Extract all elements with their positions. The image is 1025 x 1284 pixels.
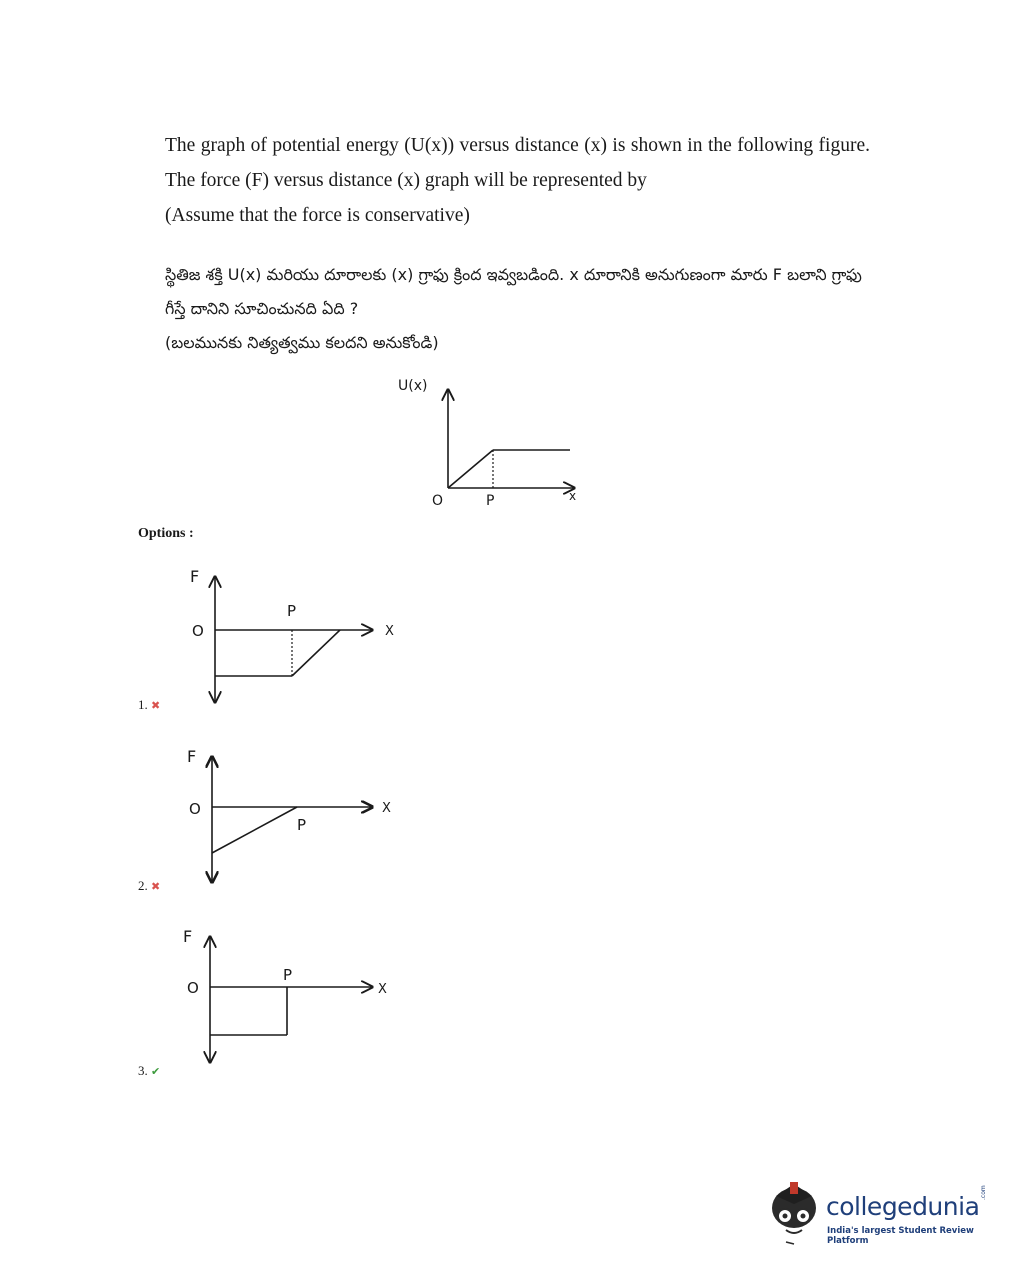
ux-rising-segment: [448, 450, 493, 488]
option-1-point-label: P: [287, 602, 297, 620]
option-3-point-label: P: [283, 966, 293, 984]
option-2-point-label: P: [297, 816, 307, 834]
option-2-x-label: X: [382, 801, 391, 816]
option-1-wrong-icon: ✖: [151, 699, 161, 712]
option-1-origin-label: O: [192, 622, 204, 640]
option-1-rising-segment: [292, 630, 340, 676]
option-2-graph: [180, 742, 410, 892]
ux-point-label: P: [486, 493, 495, 509]
option-3-x-label: X: [378, 982, 387, 997]
question-english: [165, 128, 870, 233]
options-label: Options :: [138, 526, 194, 541]
logo-suffix: .com: [980, 1185, 987, 1200]
mascot-icon: [766, 1178, 826, 1248]
option-2-rising-segment: [212, 807, 297, 853]
ux-axis-label: U(x): [398, 378, 428, 394]
question-english-line-2: (Assume that the force is conservative): [165, 205, 470, 226]
option-2-wrong-icon: ✖: [151, 880, 161, 893]
option-3-y-label: F: [183, 927, 193, 946]
ux-origin-label: O: [432, 493, 444, 509]
option-2-origin-label: O: [189, 800, 201, 818]
ux-x-label: x: [569, 489, 577, 503]
option-2-number: [138, 878, 160, 894]
option-1-number: [138, 697, 160, 713]
collegedunia-logo[interactable]: [766, 1178, 996, 1248]
logo-tagline: India's largest Student Review Platform: [827, 1226, 974, 1246]
option-1-x-label: X: [385, 624, 394, 639]
option-1-y-label: F: [190, 567, 200, 586]
option-3-origin-label: O: [187, 979, 199, 997]
option-3-graph: [175, 922, 405, 1072]
option-2-number-text: 2.: [138, 878, 148, 893]
question-figure-ux-graph: [380, 370, 600, 515]
option-3-number-text: 3.: [138, 1063, 148, 1078]
logo-wordmark: collegedunia: [826, 1192, 980, 1221]
option-3-correct-icon: ✔: [151, 1065, 161, 1078]
question-telugu-line-2: (బలమునకు నిత్యత్వము కలదని అనుకోండి): [165, 333, 439, 352]
option-1-graph: [180, 562, 410, 712]
question-telugu-line-1: స్థితిజ శక్తి U(x) మరియు దూరాలకు (x) గ్రాఫు క్రింద ఇవ్వబడింది. x దూరానికి అనుగుణంగా మారు F బలాని గ్రాఫు గీస్తే దానిని సూచించునది ఏది ?: [165, 265, 862, 318]
option-1-number-text: 1.: [138, 697, 148, 712]
question-telugu: [165, 258, 870, 360]
option-2-y-label: F: [187, 747, 197, 766]
option-3-number: [138, 1063, 160, 1079]
question-english-line-1: The graph of potential energy (U(x)) versus distance (x) is shown in the following figure. The force (F) versus distance (x) graph will be represented by: [165, 135, 870, 191]
